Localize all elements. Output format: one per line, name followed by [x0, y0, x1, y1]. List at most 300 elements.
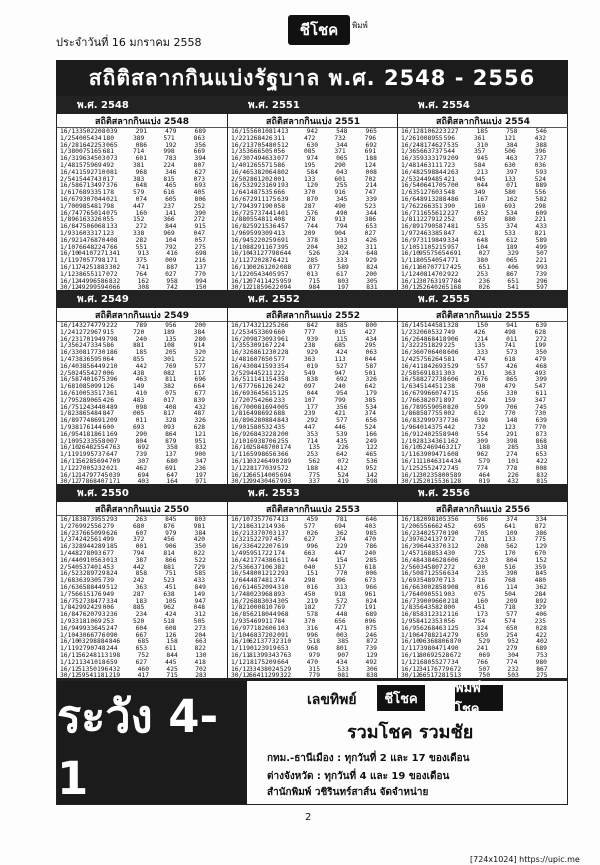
last-two-digits: 75 [435, 423, 443, 431]
three-digit-number: 167 [476, 195, 488, 203]
three-digit-number: 949 [102, 590, 114, 598]
first-prize: 289442 [75, 543, 98, 551]
results-table [398, 516, 568, 679]
three-digit-number: 585 [194, 570, 206, 578]
last-two-digits: 69 [268, 182, 277, 190]
last-two-digits: 30 [268, 349, 277, 357]
year-heading: พ.ศ. 2556 [398, 485, 568, 502]
last-two-digits: 87 [438, 223, 447, 231]
three-digit-number: 432 [534, 134, 547, 142]
year-heading: พ.ศ. 2552 [228, 291, 398, 308]
last-two-digits: 97 [97, 182, 106, 190]
three-digit-number: 673 [364, 577, 377, 585]
three-digit-number: 965 [365, 128, 377, 135]
draw-date: 16/3 [401, 155, 417, 163]
three-digit-number: 803 [194, 516, 206, 523]
first-prize: 168055 [416, 658, 439, 666]
three-digit-number: 942 [306, 128, 318, 135]
first-prize: 524694 [419, 444, 442, 452]
first-prize: 024554 [71, 369, 95, 377]
three-digit-number: 375 [135, 257, 147, 265]
last-two-digits: 61 [97, 430, 106, 438]
first-prize: 257374 [246, 209, 269, 217]
three-digit-number: 612 [506, 236, 518, 244]
three-digit-number: 040 [303, 563, 316, 571]
last-two-digits: 32 [97, 464, 106, 472]
three-digit-number: 209 [303, 229, 316, 237]
three-digit-number: 544 [443, 148, 455, 156]
draw-date: 1/7 [401, 396, 413, 404]
three-digit-number: 252 [443, 216, 455, 224]
draw-date: 1/10 [60, 631, 76, 639]
draw-date: 1/4 [401, 549, 413, 557]
three-digit-number: 968 [277, 611, 289, 619]
draw-date: 16/4 [231, 362, 247, 370]
three-digit-number: 781 [336, 516, 348, 523]
draw-date: 16/3 [231, 543, 247, 551]
ad-publisher: สำนักพิมพ์ วชิรินทร์สาส์น จัดจำหน่าย [267, 787, 429, 798]
first-prize: 927907 [75, 645, 98, 653]
three-digit-number: 384 [194, 529, 206, 537]
three-digit-number: 290 [135, 430, 147, 438]
three-digit-number: 984 [308, 284, 320, 291]
three-digit-number: 246 [365, 631, 377, 639]
three-digit-number: 048 [193, 604, 206, 612]
first-prize: 963688 [419, 638, 442, 646]
three-digit-number: 011 [506, 335, 518, 343]
three-digit-number: 465 [165, 182, 177, 190]
three-digit-number: 512 [277, 141, 289, 149]
last-two-digits: 81 [438, 322, 447, 329]
three-digit-number: 817 [163, 410, 175, 418]
three-digit-number: 483 [132, 396, 145, 404]
three-digit-number: 771 [447, 257, 459, 265]
three-digit-number: 693 [194, 182, 206, 190]
three-digit-number: 450 [303, 590, 316, 598]
year-subheading: สถิติสลากกินแบ่ง 2551 [228, 114, 398, 128]
three-digit-number: 197 [195, 471, 207, 479]
last-two-digits: 03 [97, 155, 106, 163]
year-block-2553 [228, 485, 398, 679]
three-digit-number: 714 [306, 437, 318, 445]
draw-date: 1/12 [401, 464, 417, 472]
three-digit-number: 312 [194, 611, 206, 619]
three-digit-number: 754 [473, 617, 486, 625]
three-digit-number: 149 [132, 383, 145, 391]
first-prize: 432747 [75, 322, 98, 329]
three-digit-number: 499 [535, 243, 547, 251]
first-prize: 562481 [78, 651, 101, 659]
last-two-digits: 75 [268, 195, 277, 203]
three-digit-number: 577 [303, 522, 316, 530]
three-digit-number: 438 [132, 369, 145, 377]
three-digit-number: 109 [506, 529, 518, 537]
three-digit-number: 784 [273, 617, 285, 625]
three-digit-number: 189 [506, 243, 518, 251]
three-digit-number: 769 [273, 604, 285, 612]
draw-date: 1/2 [401, 522, 413, 530]
three-digit-number: 824 [106, 570, 118, 578]
three-digit-number: 581 [443, 355, 455, 363]
three-digit-number: 313 [336, 583, 348, 591]
three-digit-number: 520 [132, 617, 145, 625]
three-digit-number: 627 [194, 168, 206, 176]
three-digit-number: 586 [273, 161, 285, 169]
draw-date: 30/12 [231, 672, 250, 679]
three-digit-number: 574 [504, 617, 516, 625]
draw-date: 16/3 [231, 349, 247, 357]
last-two-digits: 75 [97, 376, 106, 384]
three-digit-number: 974 [306, 155, 318, 163]
three-digit-number: 672 [449, 651, 462, 659]
three-digit-number: 470 [364, 536, 377, 544]
draw-date: 1/3 [401, 148, 413, 156]
last-two-digits: 10 [265, 604, 273, 612]
draw-date: 1/3 [231, 342, 243, 350]
three-digit-number: 648 [366, 250, 378, 258]
first-prize: 566151 [71, 590, 95, 598]
first-prize: 268612 [246, 349, 269, 357]
three-digit-number: 293 [277, 570, 289, 578]
last-two-digits: 84 [100, 638, 109, 646]
three-digit-number: 322 [279, 672, 292, 679]
first-prize: 015805 [242, 423, 266, 431]
three-digit-number: 468 [535, 362, 547, 370]
last-two-digits: 18 [97, 658, 106, 666]
three-digit-number: 745 [535, 403, 547, 411]
three-digit-number: 410 [135, 389, 147, 397]
draw-date: 1/8 [60, 604, 72, 612]
first-prize: 181752 [246, 658, 269, 666]
last-two-digits: 14 [441, 457, 450, 465]
three-digit-number: 160 [476, 597, 488, 605]
three-digit-number: 831 [366, 284, 378, 291]
first-prize: 480012 [246, 570, 269, 578]
three-digit-number: 249 [365, 437, 377, 445]
first-prize: 164986 [242, 410, 266, 418]
three-digit-number: 347 [534, 396, 547, 404]
three-digit-number: 122 [366, 444, 378, 452]
three-digit-number: 639 [277, 195, 289, 203]
draw-date: 2/5 [231, 563, 243, 571]
three-digit-number: 730 [534, 410, 547, 418]
last-two-digits: 44 [268, 611, 277, 619]
last-two-digits: 94 [100, 457, 109, 465]
three-digit-number: 421 [277, 257, 289, 265]
draw-date: 1/6 [60, 189, 72, 197]
draw-date: 16/7 [401, 209, 417, 217]
first-prize: 451445 [416, 322, 439, 329]
last-two-digits: 61 [94, 536, 102, 544]
three-digit-number: 501 [364, 369, 377, 377]
first-prize: 215227 [242, 536, 266, 544]
three-digit-number: 227 [447, 209, 459, 217]
last-two-digits: 55 [435, 134, 443, 142]
three-digit-number: 741 [137, 263, 149, 271]
first-prize: 366371 [242, 563, 266, 571]
draw-date: 16/8 [60, 611, 76, 619]
draw-date: 1/6 [231, 577, 243, 585]
last-two-digits: 24 [97, 243, 106, 251]
three-digit-number: 641 [504, 522, 516, 530]
three-digit-number: 279 [447, 631, 459, 639]
first-prize: 264825 [78, 444, 101, 452]
three-digit-number: 337 [308, 478, 320, 485]
three-digit-number: 017 [102, 175, 114, 183]
draw-date: 2/5 [401, 175, 413, 183]
three-digit-number: 870 [449, 638, 462, 646]
three-digit-number: 577 [336, 417, 348, 425]
three-digit-number: 798 [106, 335, 118, 343]
first-prize: 118426 [416, 362, 439, 370]
last-two-digits: 63 [97, 556, 106, 564]
draw-date: 1/4 [401, 355, 413, 363]
three-digit-number: 298 [534, 202, 547, 210]
three-digit-number: 442 [135, 362, 147, 370]
three-digit-number: 236 [106, 611, 118, 619]
first-prize: 489132 [416, 195, 439, 203]
three-digit-number: 228 [277, 349, 289, 357]
three-digit-number: 133 [504, 536, 516, 544]
three-digit-number: 082 [163, 369, 175, 377]
three-digit-number: 290 [334, 161, 346, 169]
draw-date: 16/1 [60, 128, 76, 135]
three-digit-number: 320 [194, 349, 206, 357]
three-digit-number: 446 [334, 423, 346, 431]
first-prize: 562473 [71, 342, 95, 350]
draw-date: 1/11 [60, 257, 76, 265]
first-prize: 038564 [75, 362, 98, 370]
three-digit-number: 363 [303, 355, 316, 363]
draw-date: 1/11 [231, 257, 247, 265]
three-digit-number: 005 [132, 410, 145, 418]
last-two-digits: 71 [438, 451, 447, 459]
last-two-digits: 28 [441, 651, 450, 659]
three-digit-number: 778 [506, 464, 518, 472]
draw-date: 1/10 [231, 631, 247, 639]
three-digit-number: 499 [102, 536, 114, 544]
three-digit-number: 008 [535, 464, 547, 472]
last-two-digits: 79 [438, 155, 447, 163]
three-digit-number: 617 [336, 270, 348, 278]
three-digit-number: 918 [334, 590, 346, 598]
first-prize: 805548 [242, 216, 266, 224]
first-prize: 520155 [419, 478, 442, 485]
three-digit-number: 403 [364, 522, 377, 530]
three-digit-number: 593 [535, 168, 547, 176]
three-digit-number: 913 [137, 250, 149, 258]
three-digit-number: 133 [504, 175, 516, 183]
three-digit-number: 770 [194, 270, 206, 278]
three-digit-number: 237 [163, 202, 175, 210]
last-two-digits: 86 [100, 277, 109, 285]
three-digit-number: 123 [102, 229, 114, 237]
draw-date: 2/5 [401, 563, 413, 571]
draw-date: 1/2 [60, 522, 72, 530]
ad-bangkok-schedule: กทม.-ธานีเมือง : ทุกวันที่ 2 และ 17 ของเดือน [267, 753, 470, 764]
three-digit-number: 308 [137, 284, 149, 291]
last-two-digits: 50 [265, 355, 273, 363]
three-digit-number: 700 [447, 182, 459, 190]
three-digit-number: 619 [277, 543, 289, 551]
three-digit-number: 916 [334, 189, 346, 197]
three-digit-number: 693 [504, 202, 516, 210]
three-digit-number: 224 [163, 161, 175, 169]
last-two-digits: 37 [435, 536, 443, 544]
three-digit-number: 463 [506, 155, 518, 163]
draw-date: 1/7 [60, 590, 72, 598]
three-digit-number: 151 [306, 570, 318, 578]
three-digit-number: 993 [536, 263, 548, 271]
three-digit-number: 747 [364, 189, 377, 197]
three-digit-number: 301 [163, 355, 175, 363]
three-digit-number: 374 [364, 410, 377, 418]
draw-date: 1/7 [401, 202, 413, 210]
three-digit-number: 043 [336, 168, 348, 176]
three-digit-number: 627 [303, 536, 316, 544]
draw-date: 16/7 [231, 209, 247, 217]
last-two-digits: 37 [97, 451, 106, 459]
first-prize: 354699 [242, 617, 266, 625]
last-two-digits: 29 [97, 570, 106, 578]
three-digit-number: 822 [194, 645, 206, 653]
first-prize: 430667 [75, 631, 98, 639]
three-digit-number: 562 [308, 457, 320, 465]
draw-date: 1/6 [60, 577, 72, 585]
three-digit-number: 121 [194, 430, 206, 438]
draw-date: 16/4 [401, 168, 417, 176]
first-prize: 959517 [242, 549, 266, 557]
three-digit-number: 541 [507, 284, 519, 291]
first-prize: 258487 [249, 444, 272, 452]
three-digit-number: 979 [165, 529, 177, 537]
three-digit-number: 815 [163, 175, 175, 183]
last-two-digits: 45 [100, 471, 109, 479]
three-digit-number: 421 [443, 175, 455, 183]
last-two-digits: 05 [94, 577, 102, 585]
year-block-2551 [228, 97, 398, 291]
first-prize: 065566 [412, 522, 436, 530]
first-prize: 281062 [416, 128, 439, 135]
first-prize: 919957 [75, 451, 98, 459]
three-digit-number: 188 [478, 444, 490, 452]
draw-date: 16/6 [401, 583, 417, 591]
first-prize: 766482 [75, 243, 98, 251]
three-digit-number: 185 [106, 543, 118, 551]
draw-date: 1/8 [401, 216, 413, 224]
three-digit-number: 893 [273, 590, 285, 598]
three-digit-number: 533 [337, 665, 349, 673]
draw-date: 16/7 [231, 403, 247, 411]
first-prize: 146520 [246, 583, 269, 591]
results-table [57, 516, 227, 679]
three-digit-number: 204 [306, 243, 318, 251]
three-digit-number: 681 [102, 148, 114, 156]
draw-date: 16/8 [401, 223, 417, 231]
three-digit-number: 442 [443, 423, 455, 431]
three-digit-number: 382 [273, 563, 285, 571]
three-digit-number: 996 [306, 631, 318, 639]
three-digit-number: 739 [102, 577, 114, 585]
three-digit-number: 554 [476, 430, 488, 438]
three-digit-number: 503 [507, 672, 519, 679]
three-digit-number: 768 [504, 577, 516, 585]
three-digit-number: 180 [102, 134, 114, 142]
draw-date: 1/8 [231, 604, 243, 612]
three-digit-number: 584 [473, 161, 486, 169]
draw-date: 2/5 [231, 369, 243, 377]
three-digit-number: 426 [102, 396, 114, 404]
three-digit-number: 839 [193, 396, 206, 404]
three-digit-number: 024 [365, 597, 377, 605]
last-two-digits: 56 [94, 522, 102, 530]
first-prize: 562856 [78, 457, 101, 465]
last-two-digits: 71 [100, 250, 109, 258]
draw-date: 1/3 [401, 536, 413, 544]
three-digit-number: 017 [163, 396, 175, 404]
image-source-footer: [724x1024] https://upic.me [470, 855, 580, 864]
last-two-digits: 77 [97, 597, 106, 605]
first-prize: 647882 [416, 631, 439, 639]
first-prize: 272028 [246, 257, 269, 265]
three-digit-number: 547 [534, 383, 547, 391]
three-digit-number: 969 [163, 229, 175, 237]
draw-date: 16/12 [231, 277, 250, 285]
three-digit-number: 295 [364, 342, 377, 350]
draw-date: 16/6 [231, 583, 247, 591]
three-digit-number: 419 [337, 478, 349, 485]
three-digit-number: 189 [163, 328, 175, 336]
three-digit-number: 174 [273, 549, 285, 557]
three-digit-number: 463 [135, 376, 147, 384]
table-row [60, 673, 224, 679]
last-two-digits: 12 [268, 570, 277, 578]
three-digit-number: 382 [163, 383, 175, 391]
first-prize: 665172 [419, 672, 442, 679]
last-two-digits: 28 [268, 430, 277, 438]
three-digit-number: 372 [132, 536, 145, 544]
first-prize: 685877 [412, 410, 436, 418]
first-prize: 100535 [75, 389, 98, 397]
three-digit-number: 447 [303, 423, 316, 431]
draw-date: 16/11 [60, 263, 79, 271]
three-digit-number: 421 [334, 410, 346, 418]
three-digit-number: 881 [163, 563, 175, 571]
three-digit-number: 903 [443, 590, 455, 598]
three-digit-number: 695 [473, 522, 486, 530]
first-prize: 952890 [71, 396, 95, 404]
first-prize: 536665 [242, 148, 266, 156]
three-digit-number: 459 [306, 516, 318, 523]
first-prize: 955756 [419, 250, 442, 258]
three-digit-number: 114 [506, 583, 518, 591]
draw-date: 16/8 [60, 417, 76, 425]
three-digit-number: 744 [306, 556, 318, 564]
three-digit-number: 824 [366, 263, 378, 271]
last-two-digits: 94 [268, 583, 277, 591]
three-digit-number: 417 [137, 672, 149, 679]
first-prize: 218596 [249, 284, 272, 291]
three-digit-number: 310 [476, 141, 488, 149]
first-prize: 268432 [246, 430, 269, 438]
three-digit-number: 739 [535, 270, 547, 278]
first-prize: 724633 [412, 229, 436, 237]
three-digit-number: 732 [473, 423, 486, 431]
last-two-digits: 07 [435, 563, 443, 571]
draw-date: 1/10 [231, 437, 247, 445]
last-two-digits: 79 [97, 322, 106, 329]
three-digit-number: 044 [476, 182, 488, 190]
